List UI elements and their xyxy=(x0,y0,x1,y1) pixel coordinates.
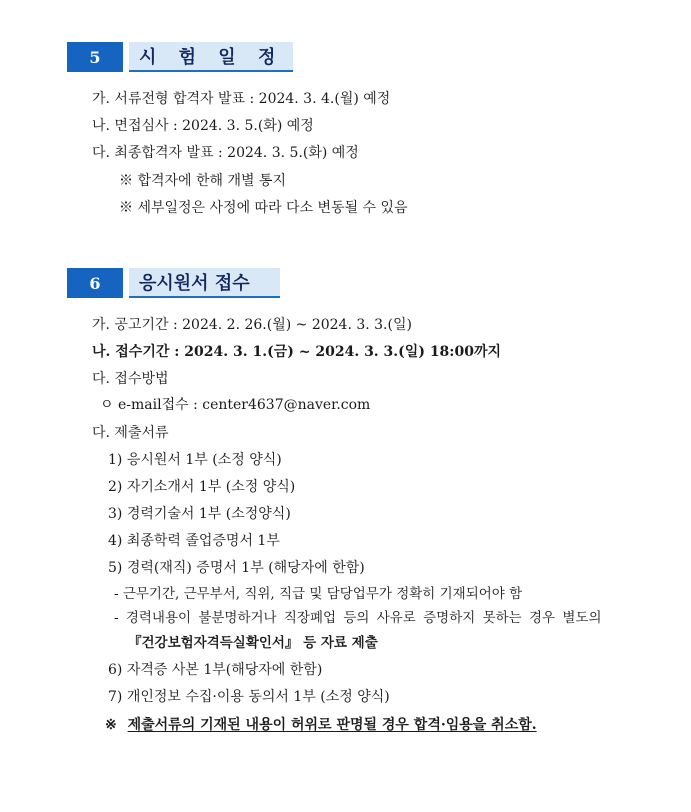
doc-item: 1) 응시원서 1부 (소정 양식) xyxy=(108,452,282,468)
section-number: 6 xyxy=(67,268,123,298)
career-note-continued: 『건강보험자격득실확인서』 등 자료 제출 xyxy=(128,635,378,651)
schedule-note: ※ 세부일정은 사정에 따라 다소 변동될 수 있음 xyxy=(119,200,408,216)
section-title: 시 험 일 정 xyxy=(129,42,293,72)
schedule-note: ※ 합격자에 한해 개별 통지 xyxy=(119,173,287,189)
warning-mark: ※ xyxy=(105,717,117,733)
method-heading: 다. 접수방법 xyxy=(92,371,169,387)
announcement-period: 가. 공고기간 : 2024. 2. 26.(월) ~ 2024. 3. 3.(일) xyxy=(92,317,412,333)
warning-line xyxy=(105,716,537,734)
method-email: ㅇ e-mail접수 : center4637@naver.com xyxy=(100,397,371,413)
doc-item: 4) 최종학력 졸업증명서 1부 xyxy=(108,533,280,549)
schedule-item-final-result: 다. 최종합격자 발표 : 2024. 3. 5.(화) 예정 xyxy=(92,145,359,161)
schedule-item-interview: 나. 면접심사 : 2024. 3. 5.(화) 예정 xyxy=(92,118,314,134)
career-note: - 경력내용이 불분명하거나 직장폐업 등의 사유로 증명하지 못하는 경우 별도의 xyxy=(114,610,602,626)
reception-period: 나. 접수기간 : 2024. 3. 1.(금) ~ 2024. 3. 3.(일) 18:00까지 xyxy=(92,344,501,360)
docs-heading: 다. 제출서류 xyxy=(92,425,169,441)
doc-item: 5) 경력(재직) 증명서 1부 (해당자에 한함) xyxy=(108,560,365,576)
section-5-header xyxy=(67,42,293,72)
doc-item: 7) 개인정보 수집·이용 동의서 1부 (소정 양식) xyxy=(108,689,390,705)
doc-item: 6) 자격증 사본 1부(해당자에 한함) xyxy=(108,662,323,678)
section-6-header xyxy=(67,268,280,298)
career-note: - 근무기간, 근무부서, 직위, 직급 및 담당업무가 정확히 기재되어야 함 xyxy=(114,586,523,602)
schedule-item-document-result: 가. 서류전형 합격자 발표 : 2024. 3. 4.(월) 예정 xyxy=(92,91,391,107)
section-number: 5 xyxy=(67,42,123,72)
doc-item: 2) 자기소개서 1부 (소정 양식) xyxy=(108,479,296,495)
doc-item: 3) 경력기술서 1부 (소정양식) xyxy=(108,506,291,522)
warning-text: 제출서류의 기재된 내용이 허위로 판명될 경우 합격·임용을 취소함. xyxy=(127,717,537,733)
section-title: 응시원서 접수 xyxy=(129,268,280,298)
